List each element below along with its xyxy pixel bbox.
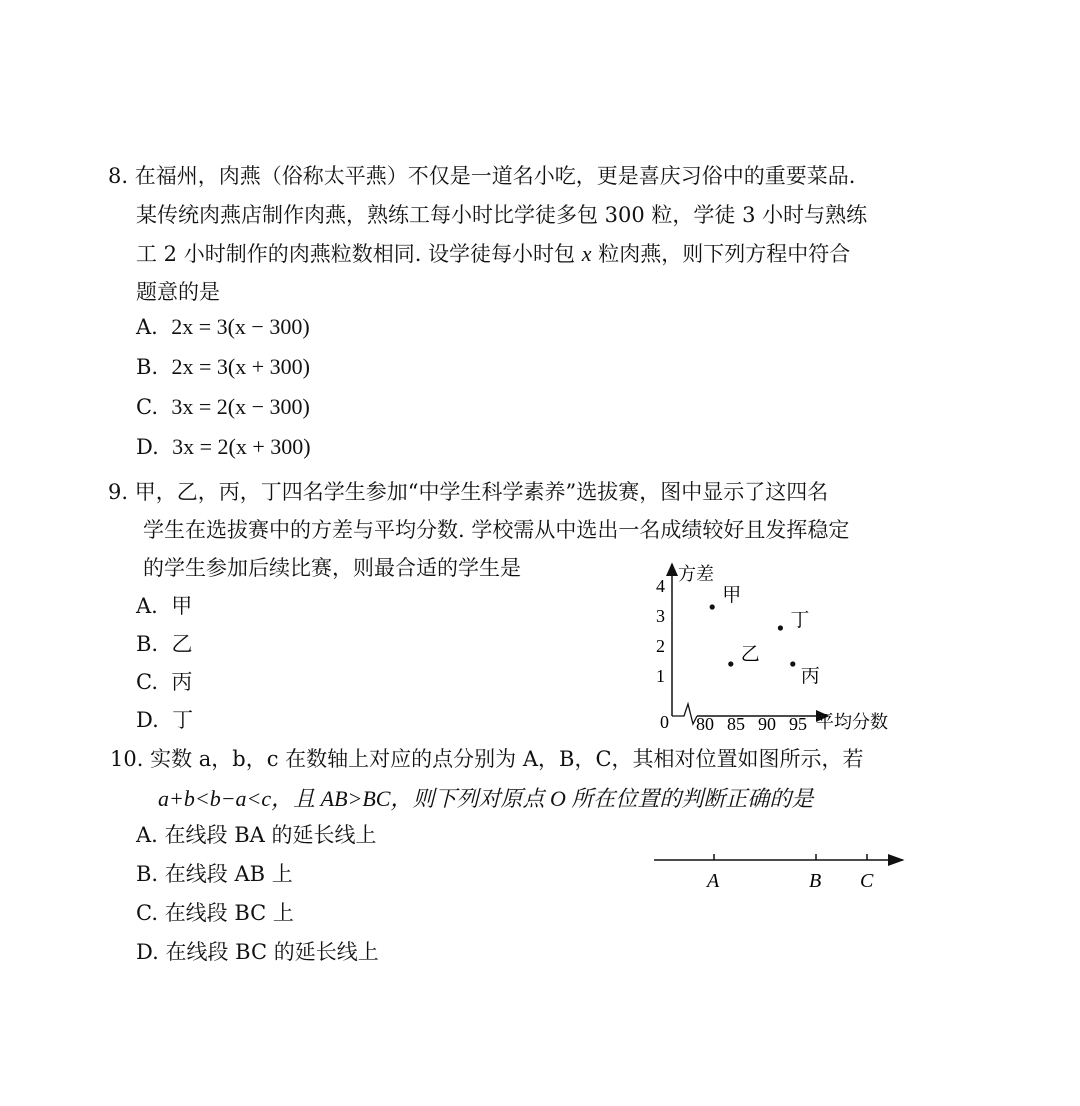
data-point — [728, 661, 733, 666]
question-10-option-a[interactable] — [136, 819, 376, 849]
question-9-text-1: 甲，乙，丙，丁四名学生参加“中学生科学素养”选拔赛，图中显示了这四名 — [134, 480, 829, 504]
option-label: A. — [136, 823, 158, 847]
option-text: 甲 — [171, 594, 193, 618]
question-8-option-b[interactable] — [136, 354, 310, 380]
question-9-option-b[interactable] — [136, 628, 192, 658]
option-text: 在线段 AB 上 — [164, 862, 293, 886]
x-axis-label: 平均分数 — [816, 712, 888, 732]
question-8-option-a[interactable] — [136, 314, 310, 340]
option-label: D. — [136, 435, 159, 459]
point-a-label: A — [707, 870, 720, 892]
option-text: 丙 — [171, 670, 193, 694]
question-8-option-c[interactable] — [136, 394, 310, 420]
question-8-variable: x — [581, 241, 592, 266]
data-point — [778, 625, 783, 630]
question-9-line-1 — [108, 476, 828, 506]
x-tick-label: 95 — [789, 714, 807, 734]
data-point — [710, 604, 715, 609]
question-10-text-1: 实数 a，b，c 在数轴上对应的点分别为 A，B，C，其相对位置如图所示，若 — [150, 747, 864, 771]
question-9-option-a[interactable] — [136, 590, 192, 620]
y-tick-label: 2 — [656, 636, 665, 656]
question-8-text-1: 在福州，肉燕（俗称太平燕）不仅是一道名小吃，更是喜庆习俗中的重要菜品. — [134, 164, 856, 188]
option-label: C. — [136, 901, 158, 925]
question-10-line-2: a+b<b−a<c，且 AB>BC，则下列对原点 O 所在位置的判断正确的是 — [158, 786, 814, 811]
number-line-figure — [648, 845, 918, 895]
question-10-option-b[interactable] — [136, 858, 293, 888]
question-8-number: 8. — [108, 164, 129, 188]
question-8-text-3b: 粒肉燕，则下列方程中符合 — [591, 242, 851, 266]
data-point-label: 乙 — [740, 644, 760, 665]
option-text: 2x = 3(x − 300) — [171, 314, 310, 339]
x-axis-break — [672, 704, 697, 724]
option-text: 2x = 3(x + 300) — [171, 354, 310, 379]
question-9-option-d[interactable] — [136, 704, 193, 734]
x-tick-label: 80 — [696, 714, 714, 734]
option-text: 在线段 BC 上 — [164, 901, 294, 925]
data-point — [790, 661, 795, 666]
x-tick-label: 90 — [758, 714, 776, 734]
data-point-label: 甲 — [722, 585, 742, 606]
option-text: 乙 — [171, 632, 193, 656]
question-10-line-1 — [110, 743, 864, 773]
option-label: A. — [136, 315, 158, 339]
option-text: 3x = 2(x + 300) — [172, 434, 311, 459]
point-c-label: C — [860, 870, 874, 892]
question-9-option-c[interactable] — [136, 666, 192, 696]
y-tick-label: 1 — [656, 666, 665, 686]
y-tick-label: 4 — [656, 576, 665, 596]
question-10-number: 10. — [110, 747, 144, 771]
option-label: B. — [136, 862, 159, 886]
option-label: B. — [136, 355, 159, 379]
option-text: 丁 — [172, 708, 194, 732]
question-9-line-3: 的学生参加后续比赛，则最合适的学生是 — [143, 556, 521, 580]
question-8-line-1 — [108, 160, 855, 190]
variance-mean-scatter-chart — [648, 558, 908, 738]
question-9-number: 9. — [108, 480, 129, 504]
option-label: C. — [136, 670, 158, 694]
data-point-label: 丙 — [800, 666, 820, 687]
question-10-option-c[interactable] — [136, 897, 294, 927]
option-text: 在线段 BA 的延长线上 — [164, 823, 377, 847]
origin-label: 0 — [660, 712, 669, 732]
question-8-text-3a: 工 2 小时制作的肉燕粒数相同. 设学徒每小时包 — [136, 242, 582, 266]
data-point-label: 丁 — [790, 610, 810, 631]
option-label: B. — [136, 632, 159, 656]
question-8-line-3 — [136, 238, 850, 268]
y-axis-label: 方差 — [678, 564, 714, 584]
question-9-line-2: 学生在选拔赛中的方差与平均分数. 学校需从中选出一名成绩较好且发挥稳定 — [143, 518, 850, 542]
option-label: D. — [136, 940, 159, 964]
option-label: C. — [136, 395, 158, 419]
option-label: D. — [136, 708, 159, 732]
question-8-option-d[interactable] — [136, 434, 311, 460]
question-8-line-2: 某传统肉燕店制作肉燕，熟练工每小时比学徒多包 300 粒，学徒 3 小时与熟练 — [136, 203, 868, 227]
option-text: 3x = 2(x − 300) — [171, 394, 310, 419]
point-b-label: B — [809, 870, 822, 892]
question-8-line-4: 题意的是 — [136, 280, 220, 304]
y-tick-label: 3 — [656, 606, 665, 626]
option-text: 在线段 BC 的延长线上 — [165, 940, 379, 964]
x-tick-label: 85 — [727, 714, 745, 734]
question-10-option-d[interactable] — [136, 936, 379, 966]
option-label: A. — [136, 594, 158, 618]
